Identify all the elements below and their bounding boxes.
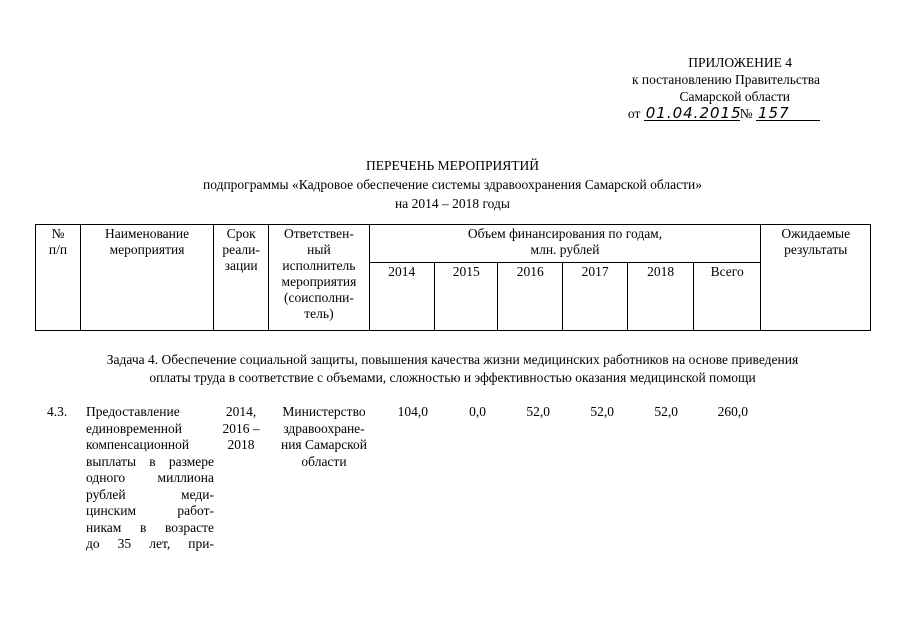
document-title bbox=[0, 156, 905, 213]
appendix-date-line bbox=[628, 105, 820, 122]
handwritten-date: 01.04.2015 bbox=[645, 104, 742, 122]
title-line-1: ПЕРЕЧЕНЬ МЕРОПРИЯТИЙ bbox=[365, 158, 540, 173]
header-year-2017: 2017 bbox=[562, 263, 627, 331]
row-value-2016: 52,0 bbox=[526, 404, 550, 419]
header-number: № п/п bbox=[36, 225, 81, 331]
row-number: 4.3. bbox=[47, 404, 68, 419]
header-term: Срок реали- зации bbox=[214, 225, 269, 331]
handwritten-number: 157 bbox=[756, 106, 820, 121]
appendix-title: ПРИЛОЖЕНИЕ 4 bbox=[688, 55, 792, 70]
header-year-2014: 2014 bbox=[369, 263, 434, 331]
header-year-2018: 2018 bbox=[628, 263, 693, 331]
date-prefix: от bbox=[627, 106, 641, 121]
title-line-3: на 2014 – 2018 годы bbox=[395, 196, 510, 211]
task-line-2: оплаты труда в соответствие с объемами, сложностью и эффективностью оказания медицинской помощи bbox=[149, 370, 756, 385]
row-measure-name: Предоставление единовременной компенсационной выплаты в размере одного миллиона рублей меди- цинским работ- никам в возрасте до 35 лет, при- bbox=[86, 404, 214, 551]
header-year-2015: 2015 bbox=[435, 263, 498, 331]
header-financing: Объем финансирования по годам, млн. рублей bbox=[369, 225, 761, 263]
header-year-2016: 2016 bbox=[498, 263, 562, 331]
row-responsible: Министерство здравоохране- ния Самарской области bbox=[280, 404, 368, 469]
row-value-2014: 104,0 bbox=[397, 404, 428, 419]
row-value-2018: 52,0 bbox=[654, 404, 678, 419]
appendix-region: Самарской области bbox=[679, 89, 790, 104]
row-term: 2014, 2016 – 2018 bbox=[222, 404, 260, 452]
header-measure-name: Наименование мероприятия bbox=[81, 225, 214, 331]
title-line-2: подпрограммы «Кадровое обеспечение системы здравоохранения Самарской области» bbox=[203, 177, 702, 192]
header-responsible: Ответствен- ный исполнитель мероприятия (соисполни- тель) bbox=[269, 225, 369, 331]
header-results: Ожидаемые результаты bbox=[761, 225, 871, 331]
row-value-2017: 52,0 bbox=[590, 404, 614, 419]
appendix-resolution: к постановлению Правительства bbox=[631, 72, 820, 87]
number-prefix: № bbox=[739, 106, 753, 121]
header-total: Всего bbox=[693, 263, 761, 331]
task-line-1: Задача 4. Обеспечение социальной защиты, повышения качества жизни медицинских работников на основе приведения bbox=[106, 352, 799, 367]
row-value-2015: 0,0 bbox=[469, 404, 486, 419]
row-value-total: 260,0 bbox=[717, 404, 748, 419]
measures-table-header bbox=[35, 224, 871, 331]
appendix-block bbox=[628, 54, 820, 122]
task-heading bbox=[0, 351, 905, 387]
